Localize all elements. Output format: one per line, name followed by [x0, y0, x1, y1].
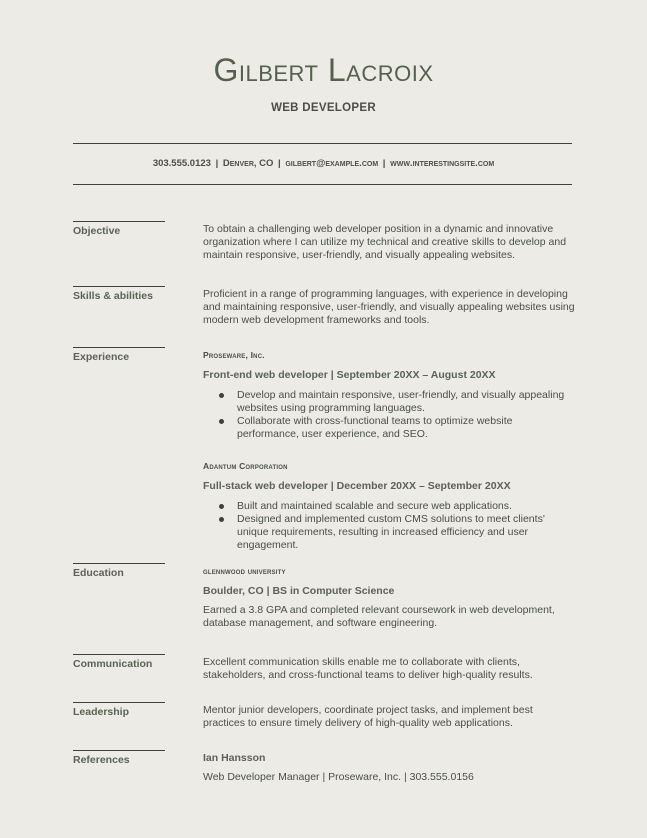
job-bullet [203, 389, 575, 415]
job-bullet-text: Collaborate with cross-functional teams to optimize website performance, user experience, and SEO. [237, 415, 513, 440]
section-label-wrap [73, 702, 165, 718]
reference-name: Ian Hansson [203, 752, 266, 764]
section-rule [73, 286, 165, 287]
degree: Boulder, CO | BS in Computer Science [203, 585, 395, 597]
job-role: Full-stack web developer | December 20XX – September 20XX [203, 480, 511, 492]
education-label: Education [73, 567, 124, 579]
bullet-icon [219, 517, 224, 522]
section-rule [73, 563, 165, 564]
contact-separator: | [278, 158, 281, 169]
job-bullet [203, 500, 575, 513]
section-rule [73, 221, 165, 222]
bullet-icon [219, 393, 224, 398]
education-body [203, 565, 575, 630]
job-role: Front-end web developer | September 20XX – August 20XX [203, 369, 496, 381]
job-company: Proseware, Inc. [203, 350, 265, 360]
bullet-icon [219, 419, 224, 424]
job-bullet [203, 513, 575, 552]
contact-website[interactable]: www.interestingsite.com [390, 158, 495, 169]
contact-phone: 303.555.0123 [152, 158, 211, 169]
section-label-wrap [73, 654, 165, 670]
contact-location: Denver, CO [222, 158, 274, 169]
job-bullets [203, 500, 575, 552]
leadership-text: Mentor junior developers, coordinate project tasks, and implement best practices to ensure timely delivery of high-quality web applications. [203, 704, 533, 729]
candidate-name: Gilbert Lacroix [213, 52, 434, 88]
job-company: Adantum Corporation [203, 461, 288, 471]
objective-text: To obtain a challenging web developer position in a dynamic and innovative organization where I can utilize my technical and creative skills to develop and maintain responsive, user-friendly, and visually appealing websites. [203, 223, 567, 261]
contact-separator: | [215, 158, 219, 169]
section-label-wrap [73, 750, 165, 766]
skills-label: Skills & abilities [73, 290, 153, 302]
objective-label: Objective [73, 225, 121, 237]
section-label-wrap [73, 347, 165, 363]
header-top-divider [73, 143, 572, 144]
job-bullet-text: Designed and implemented custom CMS solutions to meet clients' unique requirements, resulting in increased efficiency and user engagement. [237, 513, 545, 551]
section-label-wrap [73, 563, 165, 579]
job-bullet [203, 415, 575, 441]
job-title: WEB DEVELOPER [271, 102, 376, 114]
header-bottom-divider [73, 184, 572, 185]
section-rule [73, 750, 165, 751]
job-bullet-text: Develop and maintain responsive, user-friendly, and visually appealing websites using programming languages. [237, 389, 565, 414]
bullet-icon [219, 504, 224, 509]
communication-label: Communication [73, 658, 153, 670]
contact-email[interactable]: gilbert@example.com [285, 158, 379, 169]
section-rule [73, 347, 165, 348]
section-label-wrap [73, 221, 165, 237]
contact-separator: | [382, 158, 386, 169]
education-text: Earned a 3.8 GPA and completed relevant coursework in web development, database management, and software engineering. [203, 604, 555, 629]
reference-detail: Web Developer Manager | Proseware, Inc. | 303.555.0156 [203, 771, 474, 783]
references-label: References [73, 754, 130, 766]
job-bullet-text: Built and maintained scalable and secure web applications. [237, 500, 512, 512]
school-name: glennwood university [203, 566, 286, 576]
leadership-label: Leadership [73, 706, 130, 718]
job-bullets [203, 389, 575, 441]
experience-body [203, 349, 575, 552]
contact-line [0, 158, 647, 169]
section-label-wrap [73, 286, 165, 302]
section-rule [73, 702, 165, 703]
experience-label: Experience [73, 351, 130, 363]
skills-text: Proficient in a range of programming languages, with experience in developing and maintaining responsive, user-friendly, and visually appealing websites using modern web development frameworks and tools. [203, 288, 575, 326]
references-body [203, 752, 575, 784]
communication-text: Excellent communication skills enable me to collaborate with clients, stakeholders, and cross-functional teams to deliver high-quality results. [203, 656, 533, 681]
section-rule [73, 654, 165, 655]
